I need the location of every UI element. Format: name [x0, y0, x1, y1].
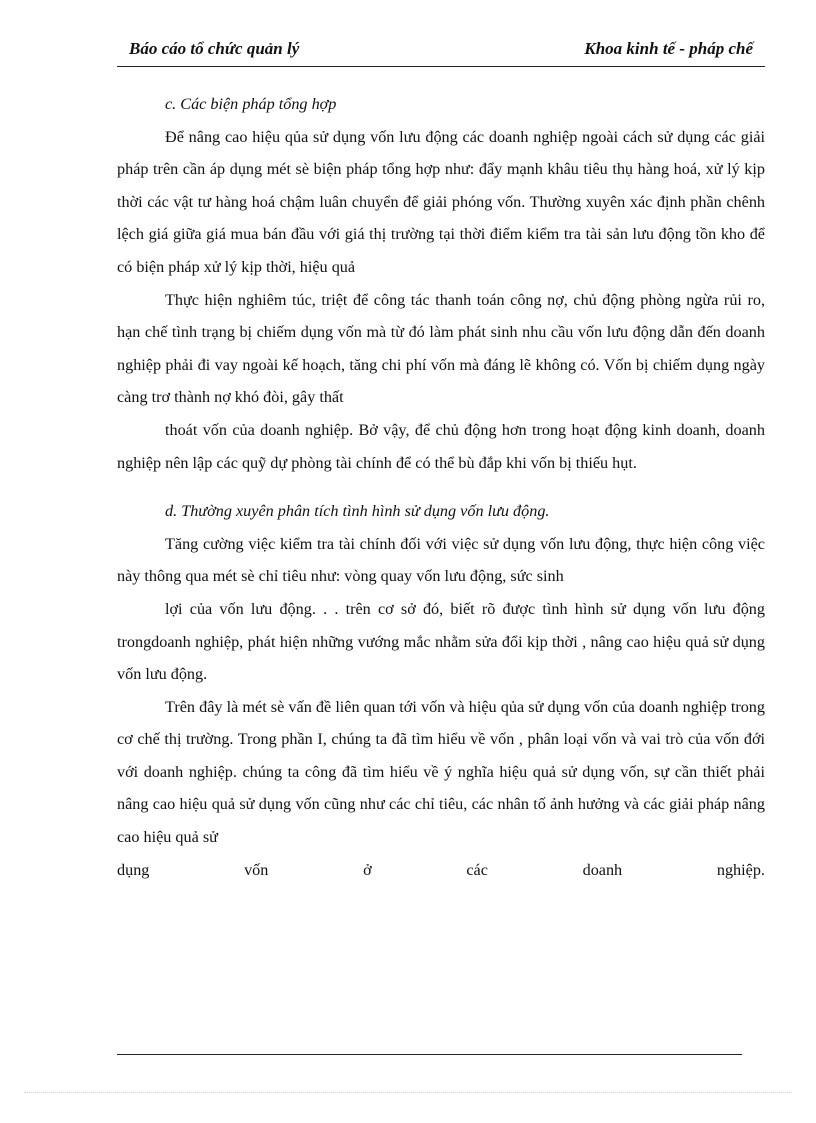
paragraph-2: Thực hiện nghiêm túc, triệt để công tác thanh toán công nợ, chủ động phòng ngừa rủi ro, hạn chế tình trạng bị chiếm dụng vốn mà từ đó làm phát sinh nhu cầu vốn lưu động dẫn đến doanh nghiệp phải đi vay ngoài kế hoạch, tăng chi phí vốn mà đáng lẽ không có. Vốn bị chiếm dụng ngày càng trơ thành nợ khó đòi, gây thất	[117, 290, 765, 407]
last-word-5: doanh	[582, 860, 623, 879]
paragraph-1: Để nâng cao hiệu qủa sử dụng vốn lưu động các doanh nghiệp ngoài cách sử dụng các giải pháp trên cần áp dụng mét sè biện pháp tổng hợp như: đẩy mạnh khâu tiêu thụ hàng hoá, xử lý kịp thời các vật tư hàng hoá chậm luân chuyển để giải phóng vốn. Thường xuyên xác định phần chênh lệch giá giữa giá mua bán đầu với giá thị trường tại thời điểm kiểm tra tài sản lưu động tồn kho để có biện pháp xử lý kịp thời, hiệu quả	[117, 127, 765, 276]
last-word-2: vốn	[244, 860, 269, 879]
heading-c: c. Các biện pháp tổng hợp	[165, 95, 337, 113]
last-word-6: nghiệp.	[716, 860, 765, 879]
last-word-3: ở	[363, 860, 372, 879]
page-boundary-dots	[24, 1092, 792, 1093]
footer-rule	[117, 1054, 742, 1055]
last-word-4: các	[466, 860, 488, 879]
heading-d: d. Thường xuyên phân tích tình hình sử dụng vốn lưu động.	[165, 502, 550, 521]
paragraph-6: Trên đây là mét sè vấn đề liên quan tới vốn và hiệu qủa sử dụng vốn của doanh nghiệp trong cơ chế thị trường. Trong phần I, chúng ta đã tìm hiểu về vốn , phân loại vốn và vai trò của vốn đới với doanh nghiệp. chúng ta công đã tìm hiểu về ý nghĩa hiệu quả sử dụng vốn, sự cần thiết phải nâng cao hiệu quả sử dụng vốn cũng như các chỉ tiêu, các nhân tố ảnh hưởng và các giải pháp nâng cao hiệu quả sử	[117, 697, 765, 847]
header-right-title: Khoa kinh tế - pháp chế	[584, 39, 753, 58]
paragraph-4: Tăng cường việc kiểm tra tài chính đối với việc sử dụng vốn lưu động, thực hiện công việc này thông qua mét sè chỉ tiêu như: vòng quay vốn lưu động, sức sinh	[117, 534, 765, 586]
paragraph-6-last-line	[117, 854, 765, 887]
page-header	[117, 36, 765, 67]
document-body	[117, 88, 765, 886]
last-word-1: dụng	[117, 860, 150, 879]
header-left-title: Báo cáo tổ chức quản lý	[129, 39, 300, 58]
paragraph-3: thoát vốn của doanh nghiệp. Bở vậy, để chủ động hơn trong hoạt động kinh doanh, doanh nghiệp nên lập các quỹ dự phòng tài chính để có thể bù đắp khi vốn bị thiếu hụt.	[117, 420, 765, 472]
paragraph-5: lợi của vốn lưu động. . . trên cơ sở đó, biết rõ được tình hình sử dụng vốn lưu động trongdoanh nghiệp, phát hiện những vướng mắc nhằm sửa đổi kịp thời , nâng cao hiệu quả sử dụng vốn lưu động.	[117, 599, 765, 684]
